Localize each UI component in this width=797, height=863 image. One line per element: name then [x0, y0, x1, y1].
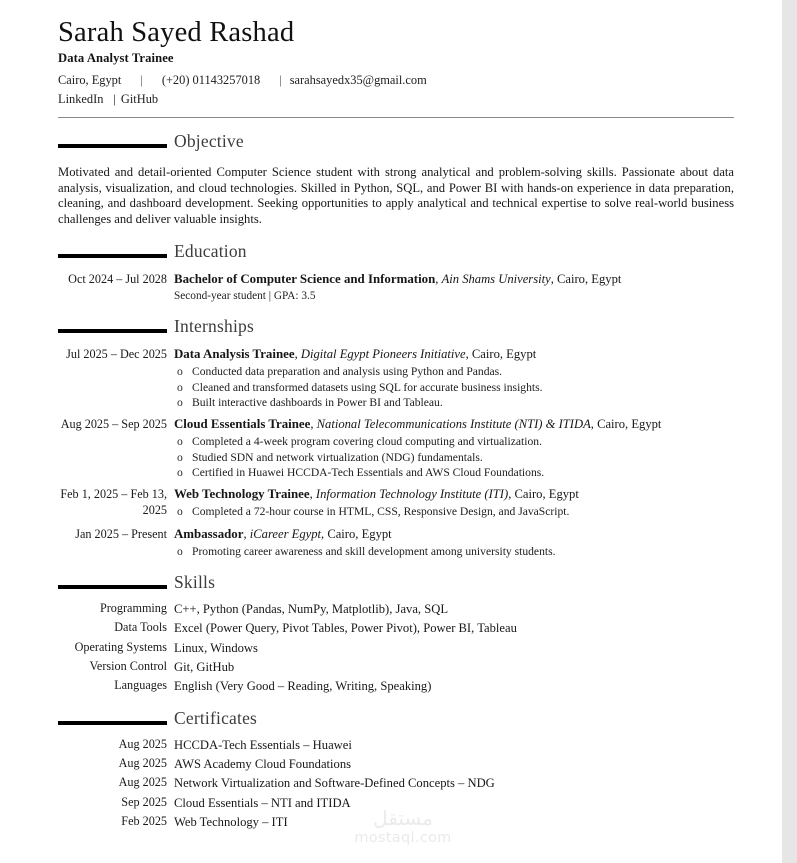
contact-location: Cairo, Egypt [58, 72, 122, 87]
section-education [58, 241, 734, 303]
certificate-row [58, 814, 734, 830]
internship-organization: Information Technology Institute (ITI) [315, 487, 509, 502]
github-link[interactable]: GitHub [120, 91, 159, 106]
internship-entry [58, 346, 734, 410]
internship-bullets [174, 364, 734, 410]
section-title-skills: Skills [174, 571, 216, 592]
section-rule-bar [58, 329, 167, 333]
contact-separator-1: | [140, 72, 143, 87]
section-header-education [58, 241, 734, 267]
internship-headline: Web Technology Trainee, Information Technology Institute (ITI), Cairo, Egypt [174, 487, 579, 502]
internship-place: Cairo, Egypt [471, 347, 537, 362]
section-header-skills [58, 571, 734, 598]
internship-bullets [174, 434, 734, 480]
objective-text: Motivated and detail-oriented Computer Science student with strong analytical and problem-solving skills. Passionate about data analysis, visualization, and cloud technologies. Skilled in Python, SQL, and Power BI with hands-on experience in data preparation, cleaning, and dashboard development. Seeking opportunities to apply analytical and technical expertise to solve real-world business challenges and deliver valuable insights. [58, 164, 734, 227]
education-degree: Bachelor of Computer Science and Information [174, 272, 436, 287]
section-rule-bar [58, 721, 167, 725]
watermark-domain: mostaql.com [354, 830, 452, 846]
bullet-marker-icon: o [177, 380, 183, 394]
section-header-objective [58, 130, 734, 157]
skill-value: Excel (Power Query, Pivot Tables, Power Pivot), Power BI, Tableau [174, 621, 517, 636]
internship-date: Feb 1, 2025 – Feb 13, 2025 [60, 487, 167, 517]
internship-headline: Data Analysis Trainee, Digital Egypt Pioneers Initiative, Cairo, Egypt [174, 347, 537, 362]
internship-place: Cairo, Egypt [514, 487, 579, 502]
header-subtitle: Data Analyst Trainee [58, 50, 174, 65]
bullet-text: Certified in Huawei HCCDA-Tech Essentials and AWS Cloud Foundations. [192, 466, 545, 480]
contact-line-primary [58, 73, 734, 88]
skill-row [58, 678, 734, 694]
list-item [174, 504, 734, 519]
internship-bullets [174, 504, 734, 519]
internship-entry [58, 526, 734, 559]
internship-role: Ambassador [174, 526, 244, 541]
education-headline: Bachelor of Computer Science and Information, Ain Shams University, Cairo, Egypt [174, 272, 622, 287]
section-header-internships [58, 316, 734, 342]
skill-row [58, 601, 734, 617]
header-divider [58, 117, 734, 118]
contact-phone: (+20) 01143257018 [161, 72, 261, 87]
section-objective [58, 130, 734, 228]
section-rule-bar [58, 585, 167, 589]
skill-row [58, 620, 734, 636]
internship-details [174, 526, 734, 559]
internship-entry [58, 416, 734, 480]
certificate-name: HCCDA-Tech Essentials – Huawei [174, 737, 352, 752]
page-title: Sarah Sayed Rashad [58, 17, 295, 48]
section-title-certificates: Certificates [174, 707, 258, 728]
contact-email: sarahsayedx35@gmail.com [289, 72, 427, 87]
certificate-row [58, 737, 734, 753]
linkedin-link[interactable]: LinkedIn [58, 91, 104, 106]
section-title-education: Education [174, 241, 247, 262]
resume-sheet [58, 0, 734, 831]
internship-details [174, 346, 734, 410]
internship-details [174, 486, 734, 519]
skill-row [58, 640, 734, 656]
certificate-row [58, 775, 734, 791]
bullet-text: Cleaned and transformed datasets using SQL for accurate business insights. [192, 380, 543, 394]
certificate-name: Web Technology – ITI [174, 815, 288, 830]
internship-bullets [174, 544, 734, 559]
education-institution: Ain Shams University [441, 272, 551, 287]
contact-separator-3: | [113, 91, 116, 106]
list-item [174, 380, 734, 395]
bullet-marker-icon: o [177, 450, 183, 464]
list-item [174, 434, 734, 449]
skill-label: Programming [99, 600, 167, 615]
internship-entry [58, 486, 734, 519]
internship-details [174, 416, 734, 480]
section-title-internships: Internships [174, 316, 254, 337]
internship-place: Cairo, Egypt [327, 526, 392, 541]
skill-value: C++, Python (Pandas, NumPy, Matplotlib), Java, SQL [174, 601, 449, 616]
certificate-date: Sep 2025 [121, 794, 167, 809]
bullet-marker-icon: o [177, 505, 183, 519]
bullet-marker-icon: o [177, 395, 183, 409]
education-date: Oct 2024 – Jul 2028 [68, 272, 167, 287]
certificate-row [58, 756, 734, 772]
internship-organization: iCareer Egypt [249, 526, 322, 541]
skill-value: Git, GitHub [174, 660, 235, 675]
section-rule-bar [58, 254, 167, 258]
skill-value: English (Very Good – Reading, Writing, Speaking) [174, 679, 432, 694]
bullet-text: Studied SDN and network virtualization (NDG) fundamentals. [192, 450, 483, 464]
internship-organization: Digital Egypt Pioneers Initiative [300, 347, 466, 362]
internship-role: Data Analysis Trainee [174, 347, 295, 362]
contact-separator-2: | [279, 72, 282, 87]
bullet-marker-icon: o [177, 466, 183, 480]
education-entry [58, 271, 734, 303]
skill-row [58, 659, 734, 675]
list-item [174, 450, 734, 465]
certificate-date: Feb 2025 [121, 814, 167, 829]
bullet-text: Built interactive dashboards in Power BI and Tableau. [192, 395, 443, 409]
bullet-text: Conducted data preparation and analysis using Python and Pandas. [192, 365, 503, 379]
internship-organization: National Telecommunications Institute (NTI) & ITIDA [316, 417, 591, 432]
internship-date: Aug 2025 – Sep 2025 [60, 417, 167, 432]
bullet-marker-icon: o [177, 544, 183, 558]
watermark-arabic-logo: مستقل [373, 806, 433, 830]
bullet-marker-icon: o [177, 365, 183, 379]
education-details [174, 271, 734, 303]
internship-headline: Ambassador, iCareer Egypt, Cairo, Egypt [174, 526, 392, 541]
internship-date: Jan 2025 – Present [75, 526, 167, 541]
skill-label: Languages [114, 678, 167, 693]
internship-headline: Cloud Essentials Trainee, National Telecommunications Institute (NTI) & ITIDA, Cairo, Egypt [174, 417, 662, 432]
bullet-text: Promoting career awareness and skill development among university students. [192, 544, 556, 558]
certificate-name: Cloud Essentials – NTI and ITIDA [174, 795, 351, 810]
education-place: Cairo, Egypt [557, 272, 622, 287]
internship-role: Web Technology Trainee [174, 487, 310, 502]
internship-date: Jul 2025 – Dec 2025 [66, 347, 167, 362]
section-rule-bar [58, 144, 167, 148]
skill-label: Version Control [89, 659, 167, 674]
certificate-name: AWS Academy Cloud Foundations [174, 757, 352, 772]
resume-header [58, 0, 734, 118]
bullet-marker-icon: o [177, 435, 183, 449]
section-certificates [58, 707, 734, 831]
list-item [174, 465, 734, 480]
education-detail: Second-year student | GPA: 3.5 [174, 290, 316, 303]
section-internships [58, 316, 734, 559]
list-item [174, 364, 734, 379]
bullet-text: Completed a 72-hour course in HTML, CSS, Responsive Design, and JavaScript. [192, 505, 570, 519]
certificate-date: Aug 2025 [118, 775, 167, 790]
certificate-name: Network Virtualization and Software-Defined Concepts – NDG [174, 776, 495, 791]
list-item [174, 544, 734, 559]
section-skills [58, 571, 734, 695]
list-item [174, 395, 734, 410]
internship-role: Cloud Essentials Trainee [174, 417, 311, 432]
section-title-objective: Objective [174, 130, 244, 151]
certificate-date: Aug 2025 [118, 736, 167, 751]
skill-value: Linux, Windows [174, 640, 258, 655]
certificate-date: Aug 2025 [118, 756, 167, 771]
contact-line-links [58, 92, 734, 107]
bullet-text: Completed a 4-week program covering cloud computing and virtualization. [192, 435, 542, 449]
skill-label: Data Tools [114, 620, 167, 635]
internship-place: Cairo, Egypt [597, 417, 662, 432]
section-header-certificates [58, 707, 734, 734]
certificate-row [58, 795, 734, 811]
skill-label: Operating Systems [74, 639, 167, 654]
